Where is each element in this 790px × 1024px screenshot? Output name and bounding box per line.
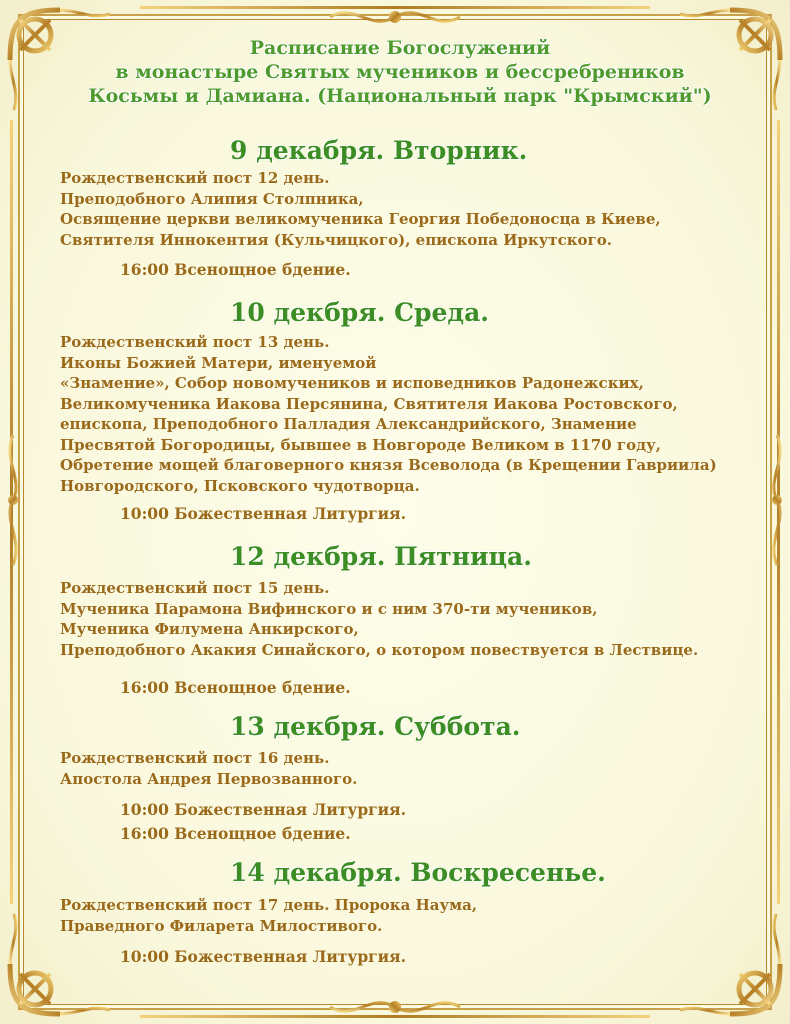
description-line: Апостола Андрея Первозванного. <box>60 769 358 788</box>
page-title <box>60 36 740 108</box>
description-line: Мученика Филумена Анкирского, <box>60 620 359 638</box>
description-line: Рождественский пост 16 день. <box>60 749 330 767</box>
title-line: в монастыре Святых мучеников и бессребреников <box>115 61 685 83</box>
description-line: Преподобного Акакия Синайского, о котором повествуется в Лествице. <box>60 640 699 659</box>
center-ornament-icon <box>325 2 465 32</box>
description-line: Рождественский пост 12 день. <box>60 169 330 187</box>
center-ornament-icon <box>325 992 465 1022</box>
side-ornament-icon <box>2 430 24 570</box>
title-line: Расписание Богослужений <box>249 37 551 59</box>
day-title: 14 декабря. Воскресенье. <box>230 858 606 887</box>
day-description <box>60 332 760 496</box>
service-time: 16:00 Всенощное бдение. <box>120 824 351 843</box>
description-line: Рождественский пост 15 день. <box>60 579 330 597</box>
description-line: Святителя Иннокентия (Кульчицкого), епископа Иркутского. <box>60 230 612 249</box>
description-line: Новгородского, Псковского чудотворца. <box>60 476 420 495</box>
description-line: епископа, Преподобного Палладия Александрийского, Знамение <box>60 415 637 433</box>
description-line: Преподобного Алипия Столпника, <box>60 189 364 208</box>
service-time: 10:00 Божественная Литургия. <box>120 504 407 523</box>
description-line: Мученика Парамона Вифинского и с ним 370-ти мучеников, <box>60 599 598 618</box>
description-line: «Знамение», Собор новомучеников и исповедников Радонежских, <box>60 374 644 392</box>
day-description <box>60 895 760 936</box>
description-line: Праведного Филарета Милостивого. <box>60 916 383 935</box>
day-title: 10 декбря. Среда. <box>230 298 489 327</box>
description-line: Освящение церкви великомученика Георгия Победоносца в Киеве, <box>60 210 661 228</box>
description-line: Иконы Божией Матери, именуемой <box>60 353 377 372</box>
day-description <box>60 578 760 660</box>
day-description <box>60 168 760 250</box>
description-line: Великомученика Иакова Персянина, Святителя Иакова Ростовского, <box>60 394 678 413</box>
day-title: 12 декбря. Пятница. <box>230 542 532 571</box>
description-line: Обретение мощей благоверного князя Всеволода (в Крещении Гавриила) <box>60 456 717 474</box>
service-time: 16:00 Всенощное бдение. <box>120 260 351 279</box>
service-time: 10:00 Божественная Литургия. <box>120 800 407 819</box>
description-line: Рождественский пост 13 день. <box>60 333 330 351</box>
day-title: 9 декабря. Вторник. <box>230 136 528 165</box>
service-time: 10:00 Божественная Литургия. <box>120 947 407 966</box>
service-time: 16:00 Всенощное бдение. <box>120 678 351 697</box>
day-title: 13 декбря. Суббота. <box>230 712 521 741</box>
side-ornament-icon <box>766 430 788 570</box>
day-description <box>60 748 760 789</box>
description-line: Пресвятой Богородицы, бывшее в Новгороде Великом в 1170 году, <box>60 435 661 454</box>
title-line: Косьмы и Дамиана. (Национальный парк "Крымский") <box>88 85 712 107</box>
description-line: Рождественский пост 17 день. Пророка Наума, <box>60 896 478 914</box>
